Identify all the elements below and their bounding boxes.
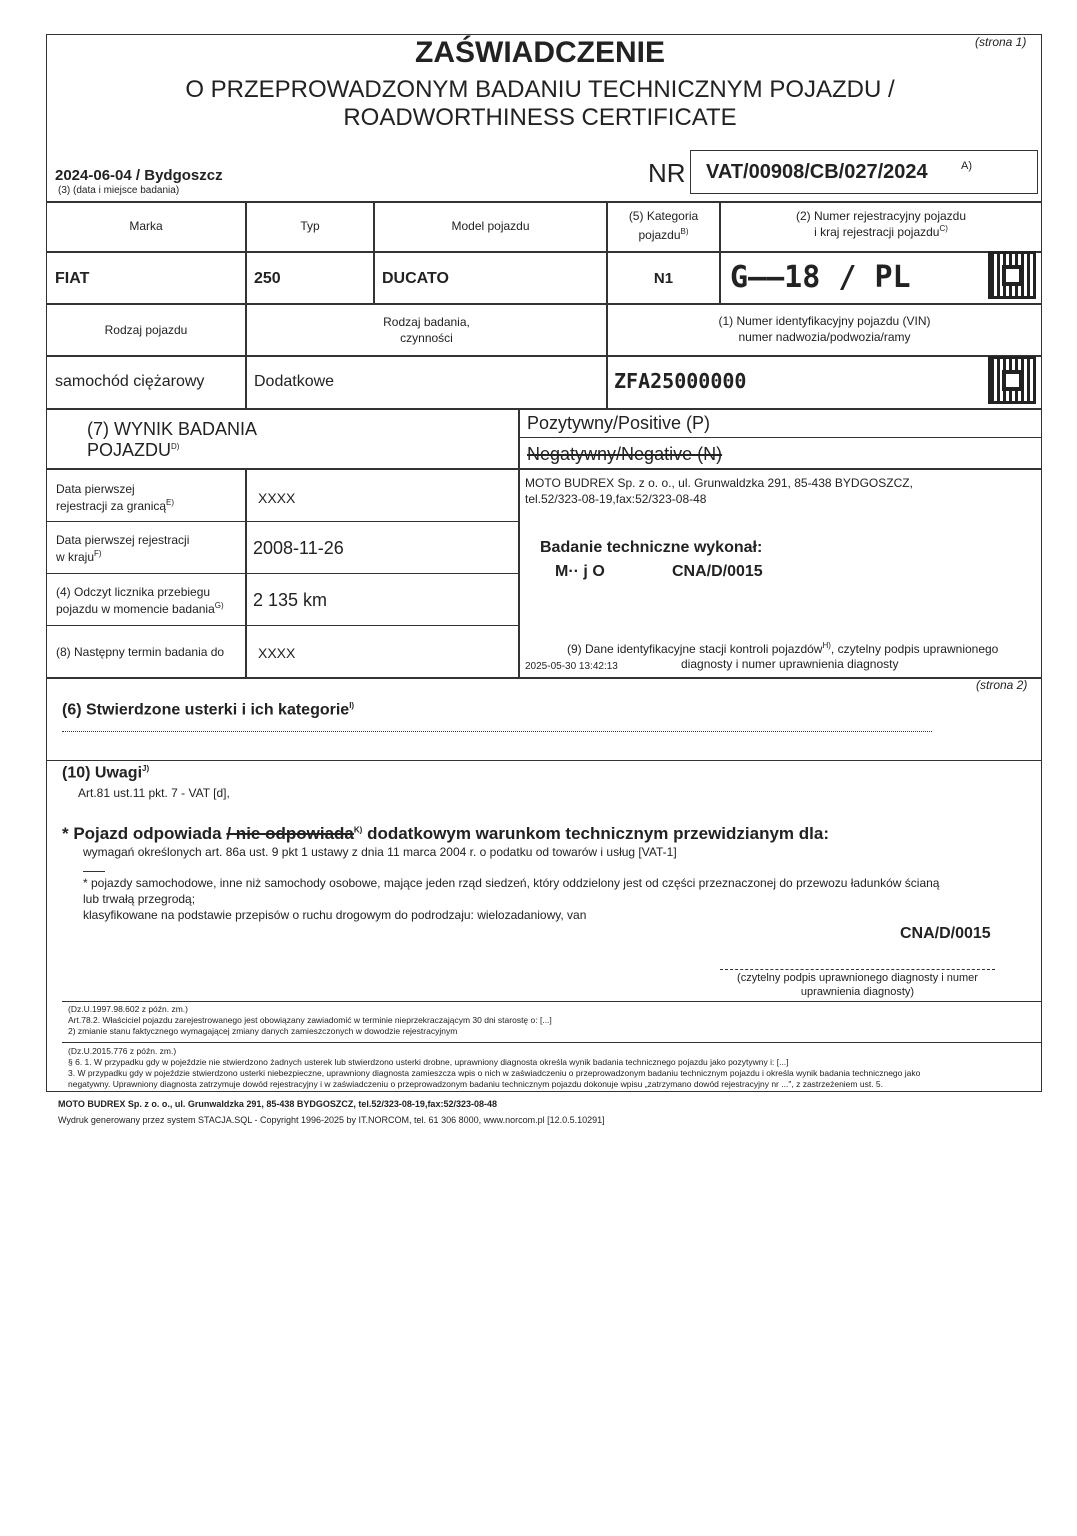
defects-sup: I): [349, 701, 355, 710]
vehicle-kind-label: Rodzaj pojazdu: [104, 323, 188, 337]
exam-type: Dodatkowe: [254, 373, 335, 390]
printout-info: Wydruk generowany przez system STACJA.SQL - Copyright 1996-2025 by IT.NORCOM, tel. 61 306 8000, www.norcom.pl [12.0.5.10291]: [58, 1115, 605, 1125]
exam-type-label-1: Rodzaj badania,: [383, 315, 470, 329]
category-label: [607, 209, 720, 243]
section-divider: [62, 1042, 1042, 1043]
grid-line: [46, 677, 1042, 679]
registration-label-1: (2) Numer rejestracyjny pojazdu: [795, 209, 967, 223]
make-label: Marka: [129, 219, 163, 233]
model-label: Model pojazdu: [451, 219, 530, 233]
remarks-heading: (10) Uwagi: [62, 764, 143, 782]
compliance-sup: K): [353, 825, 363, 835]
vehicle-kind: samochód ciężarowy: [55, 373, 205, 390]
qr-code-icon: [988, 251, 1036, 299]
remarks-text: Art.81 ust.11 pkt. 7 - VAT [d],: [78, 786, 230, 800]
station-name-2: tel.52/323-08-19,fax:52/323-08-48: [525, 492, 707, 506]
print-timestamp: 2025-05-30 13:42:13: [525, 661, 618, 672]
first-reg-abroad-label-2: rejestracji za granicą: [56, 499, 167, 513]
exam-type-label-2: czynności: [400, 331, 453, 345]
grid-line: [46, 355, 1042, 357]
compliance-reference: wymagań określonych art. 86a ust. 9 pkt 1 ustawy z dnia 11 marca 2004 r. o podatku od towarów i usług [VAT-1]: [83, 845, 677, 859]
vehicle-make: FIAT: [55, 270, 90, 287]
first-reg-country-label-2: w kraju: [56, 550, 95, 564]
exam-date-place: 2024-06-04 / Bydgoszcz: [55, 167, 223, 184]
station-name-1: MOTO BUDREX Sp. z o. o., ul. Grunwaldzka 291, 85-438 BYDGOSZCZ,: [525, 476, 913, 490]
vehicle-category: N1: [653, 270, 674, 287]
certificate-number-sup: A): [961, 160, 972, 172]
next-exam: XXXX: [258, 645, 296, 661]
grid-line: [46, 201, 1042, 203]
next-exam-label: (8) Następny termin badania do: [56, 645, 225, 659]
law2-article: § 6. 1. W przypadku gdy w pojeździe nie stwierdzono żadnych usterek lub stwierdzono usterki drobne, uprawniony diagnosta określa wynik badania technicznego pojazdu jako pozytywny i: [...]: [68, 1057, 789, 1067]
section-divider: [46, 760, 1042, 761]
grid-line: [46, 521, 520, 522]
first-reg-abroad: XXXX: [258, 490, 296, 506]
performed-by-label: Badanie techniczne wykonał:: [540, 539, 763, 556]
law2-point: 3. W przypadku gdy w pojeździe stwierdzono usterki niebezpieczne, uprawniony diagnosta zamieszcza wpis o nich w zaświadczeniu o przeprowadzonym badaniu technicznym pojazdu i określa wynik badania technicznego jako: [68, 1068, 921, 1078]
category-label-text: (5) Kategoria pojazdu: [628, 209, 699, 242]
note-line-3: klasyfikowane na podstawie przepisów o ruchu drogowym do podrodzaju: wielozadaniowy, van: [83, 908, 587, 922]
law2-point-cont: negatywny. Uprawniony diagnosta zatrzymuje dowód rejestracyjny i w zaświadczeniu o przeprowadzonym badaniu technicznym pojazdu dokonuje wpisu „zatrzymano dowód rejestracyjny nr ...", z zastrzeżeniem ust. 5.: [68, 1079, 883, 1089]
vin-number: ZFA25000000: [614, 369, 747, 393]
category-label-sup: B): [680, 227, 689, 236]
result-label-1: (7) WYNIK BADANIA: [87, 419, 258, 439]
law2-reference: (Dz.U.2015.776 z późn. zm.): [68, 1046, 177, 1056]
type-label: Typ: [300, 219, 320, 233]
signature-label-2: uprawnienia diagnosty): [800, 986, 915, 998]
compliance-statement: [62, 824, 829, 844]
grid-line: [518, 408, 520, 677]
station-footer-label-1-wrap: [567, 641, 998, 656]
signature-line: [720, 969, 995, 970]
first-reg-country-label-1: Data pierwszej rejestracji: [56, 533, 190, 547]
signature-code: CNA/D/0015: [900, 925, 991, 942]
grid-line: [46, 251, 1042, 253]
document-title: ZAŚWIADCZENIE: [415, 36, 665, 69]
vehicle-model: DUCATO: [382, 270, 449, 287]
grid-line: [245, 468, 247, 677]
vehicle-type: 250: [254, 270, 281, 287]
law1-reference: (Dz.U.1997.98.602 z późn. zm.): [68, 1004, 189, 1014]
grid-line: [373, 201, 375, 303]
first-reg-abroad-sup: E): [166, 498, 175, 507]
grid-line: [46, 468, 1042, 470]
result-label-2: POJAZDU: [87, 440, 172, 460]
grid-line: [46, 408, 1042, 410]
odometer-sup: G): [214, 601, 224, 610]
result-label-sup: D): [171, 442, 180, 451]
defects-heading: (6) Stwierdzone usterki i ich kategorie: [62, 701, 350, 719]
result-label-2-wrap: [87, 440, 179, 461]
section-divider: [62, 1001, 1042, 1002]
grid-line: [518, 437, 1042, 438]
page-number-2: (strona 2): [976, 678, 1028, 692]
grid-line: [46, 573, 520, 574]
registration-label-2: i kraj rejestracji pojazdu: [814, 225, 940, 239]
compliance-start: * Pojazd odpowiada: [62, 824, 222, 843]
law1-point: 2) zmianie stanu faktycznego wymagającej zmiany danych zamieszczonych w dowodzie rejestracyjnym: [68, 1026, 458, 1036]
note-line-2: lub trwałą przegrodą;: [83, 892, 196, 906]
first-reg-abroad-label-1: Data pierwszej: [56, 482, 135, 496]
grid-line: [46, 303, 1042, 305]
defects-heading-wrap: [62, 701, 354, 719]
grid-line: [46, 625, 520, 626]
odometer: 2 135 km: [253, 590, 328, 610]
vin-label-2: numer nadwozia/podwozia/ramy: [738, 330, 911, 344]
company-footer: MOTO BUDREX Sp. z o. o., ul. Grunwaldzka 291, 85-438 BYDGOSZCZ, tel.52/323-08-19,fax:52/323-08-48: [58, 1099, 497, 1109]
exam-date-place-label: (3) (data i miejsce badania): [58, 185, 180, 196]
first-reg-country-sup: F): [94, 549, 102, 558]
remarks-heading-wrap: [62, 764, 149, 782]
station-footer-label-1-tail: , czytelny podpis uprawnionego: [830, 642, 999, 656]
defects-dotted-line: [62, 731, 932, 732]
station-footer-label-1: (9) Dane identyfikacyjne stacji kontroli pojazdów: [567, 642, 823, 656]
note-line-1: * pojazdy samochodowe, inne niż samochody osobowe, mające jeden rząd siedzeń, który oddzielony jest od części przeznaczonej do przewozu ładunków ścianą: [83, 876, 940, 890]
first-reg-country-label-2-wrap: [56, 549, 102, 564]
document-subtitle-1: O PRZEPROWADZONYM BADANIU TECHNICZNYM POJAZDU /: [185, 76, 895, 103]
odometer-label-2-wrap: [56, 601, 224, 616]
compliance-end: dodatkowym warunkom technicznym przewidzianym dla:: [367, 824, 829, 843]
odometer-label-1: (4) Odczyt licznika przebiegu: [56, 585, 211, 599]
compliance-struck: / nie odpowiada: [226, 824, 354, 843]
registration-number: G——18 / PL: [730, 260, 911, 295]
signature-label-1: (czytelny podpis uprawnionego diagnosty i numer: [737, 972, 978, 984]
nr-label: NR: [648, 158, 686, 188]
note-divider: [83, 871, 105, 872]
page-number-1: (strona 1): [975, 35, 1027, 49]
registration-label-sup: C): [939, 224, 948, 233]
diagnostician-name: M·· j O: [555, 563, 605, 580]
grid-line: [245, 355, 247, 408]
remarks-sup: J): [142, 764, 150, 773]
law1-article: Art.78.2. Właściciel pojazdu zarejestrowanego jest obowiązany zawiadomić w terminie nieprzekraczającym 30 dni starostę o: [...]: [68, 1015, 552, 1025]
result-negative: Negatywny/Negative (N): [527, 444, 723, 464]
station-footer-sup: H): [822, 641, 831, 650]
qr-code-icon: [988, 356, 1036, 404]
vin-label-1: (1) Numer identyfikacyjny pojazdu (VIN): [718, 314, 931, 328]
registration-label-2-wrap: [720, 224, 1042, 239]
document-subtitle-2: ROADWORTHINESS CERTIFICATE: [343, 104, 737, 131]
certificate-number: VAT/00908/CB/027/2024: [706, 161, 928, 183]
first-reg-abroad-label-2-wrap: [56, 498, 174, 513]
station-footer-label-2: diagnosty i numer uprawnienia diagnosty: [681, 657, 899, 671]
first-reg-country: 2008-11-26: [253, 538, 344, 558]
diagnostician-code: CNA/D/0015: [672, 563, 763, 580]
odometer-label-2: pojazdu w momencie badania: [56, 602, 215, 616]
result-positive: Pozytywny/Positive (P): [527, 413, 711, 433]
